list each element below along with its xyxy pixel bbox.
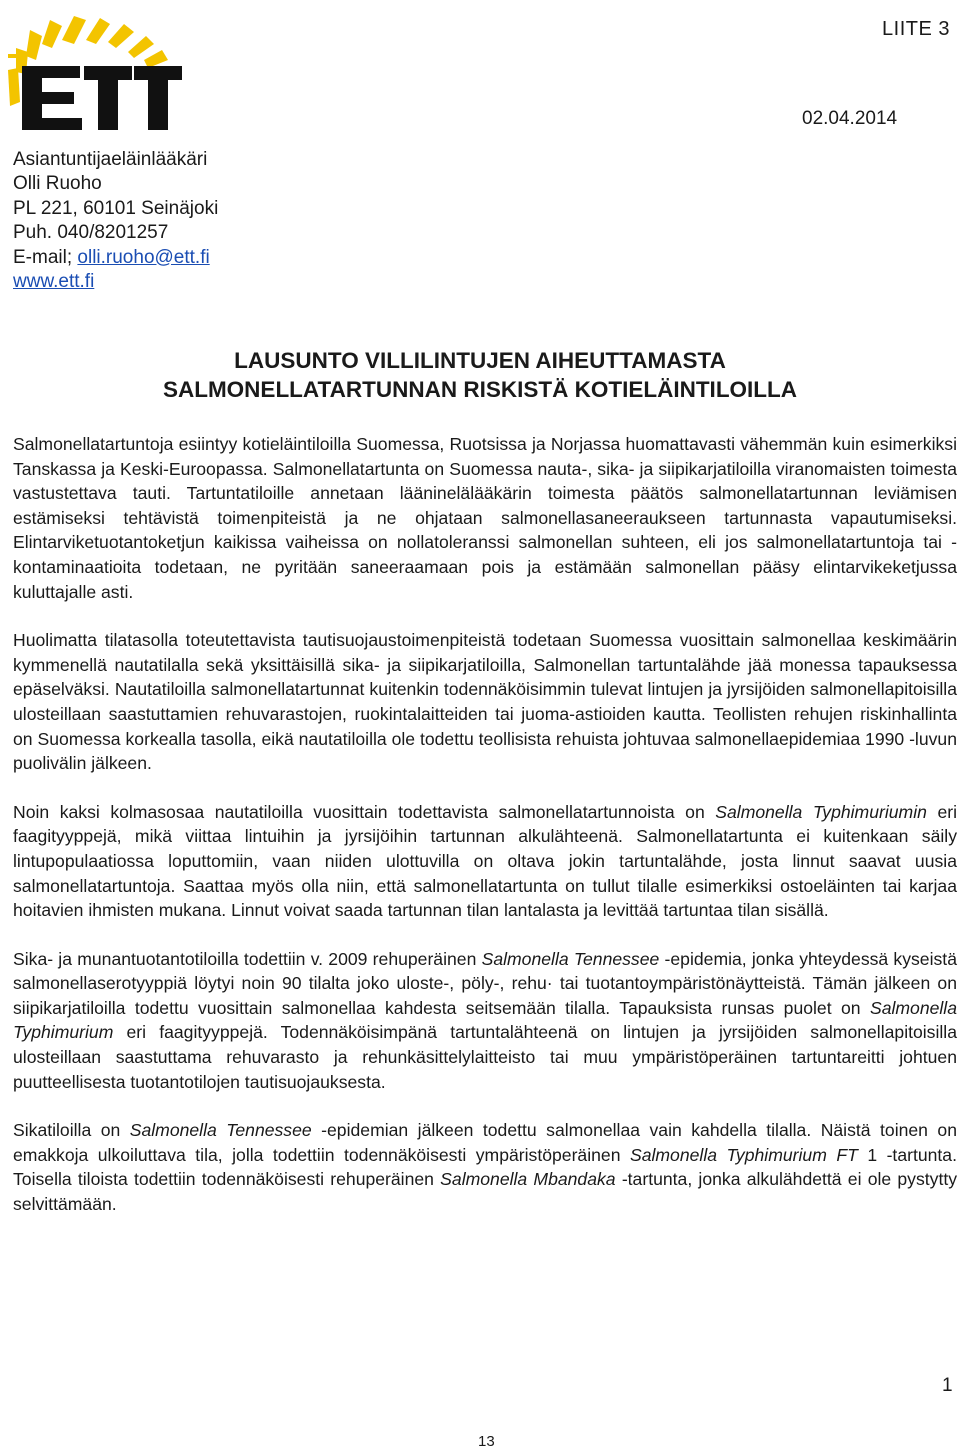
logo-text: ETT <box>4 14 6 15</box>
paragraph-text: Sika- ja munantuotantotiloilla todettiin v. 2009 rehuperäinen <box>13 948 477 969</box>
document-date: 02.04.2014 <box>802 108 898 129</box>
species-name: Salmonella Typhimurium FT <box>629 1144 858 1165</box>
logo-graphic <box>4 14 184 132</box>
paragraph <box>13 432 957 604</box>
sender-block <box>13 148 218 294</box>
sender-name: Olli Ruoho <box>13 173 102 195</box>
page-number: 1 <box>942 1375 953 1396</box>
paragraph <box>13 947 957 1095</box>
sender-phone: Puh. 040/8201257 <box>13 222 169 244</box>
paragraph-text: Noin kaksi kolmasosaa nautatiloilla vuosittain todettavista salmonellatartunnoista on <box>13 801 705 822</box>
sender-address: PL 221, 60101 Seinäjoki <box>13 197 219 219</box>
paragraph-text: eri faagityyppejä. Todennäköisimpänä tartuntalähteenä on lintujen ja jyrsijöiden salmonellapitoisilla ulosteillaan saastuttama rehuvarasto ja rehunkäsittelylaitteisto tai muu ympäristöperäinen tartuntareitti johtuen puutteellisesta tuotantotilojen tautisuojauksesta. <box>13 1022 957 1092</box>
species-name: Salmonella Typhimuriumin <box>715 801 927 822</box>
species-name: Salmonella Tennessee <box>129 1120 312 1141</box>
attachment-page-number: 13 <box>478 1433 495 1450</box>
document-body <box>13 432 957 1241</box>
paragraph-text: eri faagityyppejä, mikä viittaa lintuihin ja jyrsijöihin tartunnan alkulähteenä. Salmonellatartunta ei kuitenkaan säily lintupopulaatiossa loputtomiin, vaan niiden ulottuvilla on oltava jokin tartuntalähde, josta linnut saavat uusia salmonellatartuntoja. Saattaa myös olla niin, että salmonellatartunta on tullut tilalle esimerkiksi ostoeläinten tai karjaa hoitavien ihmisten mukana. Linnut voivat saada tartunnan tilan lantalasta ja levittää tartuntaa tilan sisällä. <box>13 801 957 921</box>
website-link[interactable]: www.ett.fi <box>13 271 95 293</box>
attachment-label: LIITE 3 <box>882 18 950 40</box>
title-line-1: LAUSUNTO VILLILINTUJEN AIHEUTTAMASTA <box>234 348 726 373</box>
paragraph <box>13 1118 957 1216</box>
species-name: Salmonella Mbandaka <box>440 1169 616 1190</box>
paragraph <box>13 628 957 776</box>
paragraph-text: Huolimatta tilatasolla toteutettavista tautisuojaustoimenpiteistä todetaan Suomessa vuosittain salmonellaa keskimäärin kymmenellä nautatilalla sekä yksittäisillä sika- ja siipikarjatiloilla, Salmonellan tartuntalähde jää monessa tapauksessa epäselväksi. Nautatiloilla salmonellatartunnat kuitenkin todennäköisimmin tulevat lintujen ja jyrsijöiden salmonellapitoisilla ulosteillaan saastuttamien rehuvarastojen, ruokintalaitteiden tai juoma-astioiden kautta. Teollisten rehujen riskinhallinta on Suomessa korkealla tasolla, eikä nautatiloilla ole todettu teollisista rehuista johtuvaa salmonellaepidemiaa 1990 -luvun puolivälin jälkeen. <box>13 630 957 774</box>
title-line-2: SALMONELLATARTUNNAN RISKISTÄ KOTIELÄINTILOILLA <box>162 377 798 402</box>
paragraph-text: 1 -tartunta. Toisella tiloista todettiin todennäköisesti rehuperäinen <box>13 1144 957 1190</box>
paragraph-text: Salmonellatartuntoja esiintyy kotieläintiloilla Suomessa, Ruotsissa ja Norjassa huomattavasti vähemmän kuin esimerkiksi Tanskassa ja Keski-Euroopassa. Salmonellatartunta on Suomessa nauta-, sika- ja siipikarjatiloilla viranomaisten toimesta vastustettava tauti. Tartuntatiloille annetaan lääninelälääkärin toimesta päätös salmonellatartunnan leviämisen estämiseksi tehtävistä toimenpiteistä ja ne ohjataan salmonellasaneeraukseen tartunnasta vapautumiseksi. Elintarviketuotantoketjun kaikissa vaiheissa on nollatoleranssi salmonellan suhteen, eli jos salmonellatartuntoja tai -kontaminaatioita todetaan, ne pyritään saneeraamaan pois ja estämään salmonellan pääsy elintarvikeketjussa kuluttajalle asti. <box>13 434 957 602</box>
ett-logo <box>4 14 184 132</box>
species-name: Salmonella Typhimurium <box>13 997 957 1043</box>
paragraph-text: -epidemia, jonka yhteydessä kyseistä salmonellaserotyyppiä löytyi noin 90 tilalta joko uloste-, pöly-, rehu· tai tuotantoympäristönäytteistä. Tämän jälkeen on siipikarjatiloilla todettu vuosittain salmonellaa kahdesta seitsemään tilalla. Tapauksista runsas puolet on <box>13 948 957 1018</box>
paragraph-text: -tartunta, jonka alkulähdettä ei ole pystytty selvittämään. <box>13 1169 958 1215</box>
species-name: Salmonella Tennessee <box>481 948 660 969</box>
email-link[interactable]: olli.ruoho@ett.fi <box>77 246 210 268</box>
paragraph-text: -epidemian jälkeen todettu salmonellaa vain kahdella tilalla. Näistä toinen on emakkoja ulkoiluttava tila, jolla todettiin todennäköisesti ympäristöperäinen <box>13 1120 957 1165</box>
paragraph <box>13 800 957 923</box>
sender-web-line <box>13 270 218 294</box>
document-title <box>0 346 960 404</box>
sender-email-line <box>13 246 218 270</box>
sender-title: Asiantuntijaeläinlääkäri <box>13 149 208 170</box>
paragraph-text: Sikatiloilla on <box>13 1120 121 1141</box>
email-prefix: E-mail; <box>13 246 78 268</box>
